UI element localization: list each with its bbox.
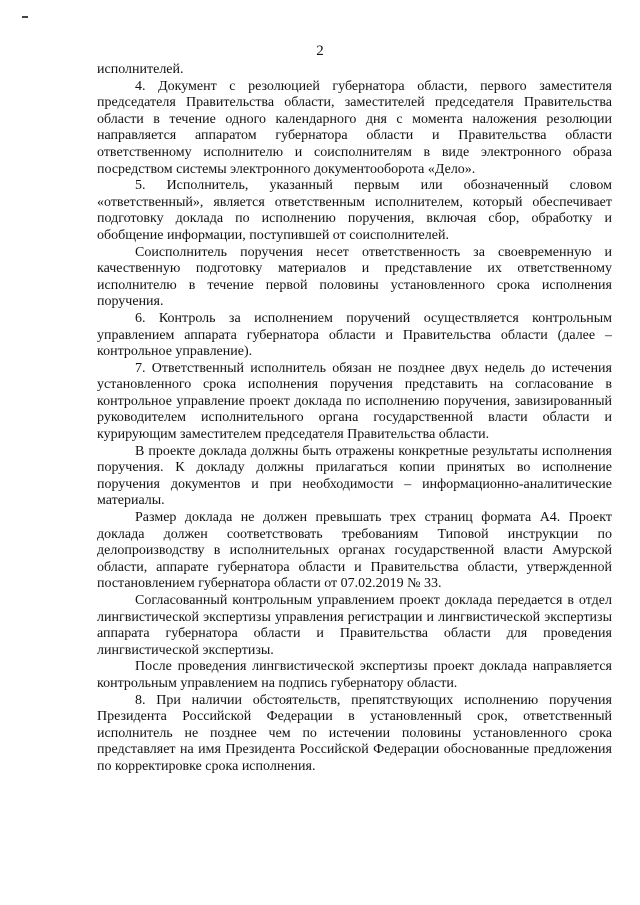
paragraph-item-5: 5. Исполнитель, указанный первым или обозначенный словом «ответственный», является ответственным исполнителем, который обеспечивает подготовку доклада по исполнению поручения, включая сбор, обработку и обобщение информации, поступившей от соисполнителей. xyxy=(97,178,612,243)
paragraph-linguistic-review: Согласованный контрольным управлением проект доклада передается в отдел лингвистической экспертизы управления регистрации и лингвистической экспертизы аппарата губернатора области и Правительства области для проведения лингвистической экспертизы. xyxy=(97,593,612,658)
paragraph-co-executor: Соисполнитель поручения несет ответственность за своевременную и качественную подготовку материалов и представление их ответственному исполнителю в течение первой половины установленного срока исполнения поручения. xyxy=(97,244,612,310)
paragraph-continuation: исполнителей. xyxy=(97,62,184,77)
paragraph-signature: После проведения лингвистической экспертизы проект доклада направляется контрольным управлением на подпись губернатору области. xyxy=(97,659,612,691)
paragraph-item-4: 4. Документ с резолюцией губернатора области, первого заместителя председателя Правительства области, заместителей председателя Правительства области в течение одного календарного дня с момента наложения резолюции направляется аппаратом губернатора области и Правительства области ответственному исполнителю и соисполнителям в виде электронного образа посредством системы электронного документооборота «Дело». xyxy=(97,78,612,177)
paragraph-report-content: В проекте доклада должны быть отражены конкретные результаты исполнения поручения. К докладу должны прилагаться копии принятых во исполнение поручения документов и при необходимости – информационно-аналитические материалы. xyxy=(97,443,612,509)
scan-mark xyxy=(22,16,28,18)
paragraph-item-8: 8. При наличии обстоятельств, препятствующих исполнению поручения Президента Российской Федерации в установленный срок, ответственный исполнитель не позднее чем по истечении половины установленного срока представляет на имя Президента Российской Федерации обоснованные предложения по корректировке срока исполнения. xyxy=(97,692,612,774)
document-body xyxy=(97,62,612,776)
paragraph-item-7: 7. Ответственный исполнитель обязан не позднее двух недель до истечения установленного срока исполнения поручения представить на согласование в контрольное управление проект доклада по исполнению поручения, завизированный руководителем исполнительного органа государственной власти области и курирующим заместителем председателя Правительства области. xyxy=(97,360,612,443)
paragraph-report-size: Размер доклада не должен превышать трех страниц формата А4. Проект доклада должен соответствовать требованиям Типовой инструкции по делопроизводству в исполнительных органах государственной власти Амурской области, аппарате губернатора области и Правительства области, утвержденной постановлением губернатора области от 07.02.2019 № 33. xyxy=(97,510,612,592)
page-number: 2 xyxy=(316,43,324,59)
paragraph-item-6: 6. Контроль за исполнением поручений осуществляется контрольным управлением аппарата губернатора области и Правительства области (далее – контрольное управление). xyxy=(97,310,612,360)
